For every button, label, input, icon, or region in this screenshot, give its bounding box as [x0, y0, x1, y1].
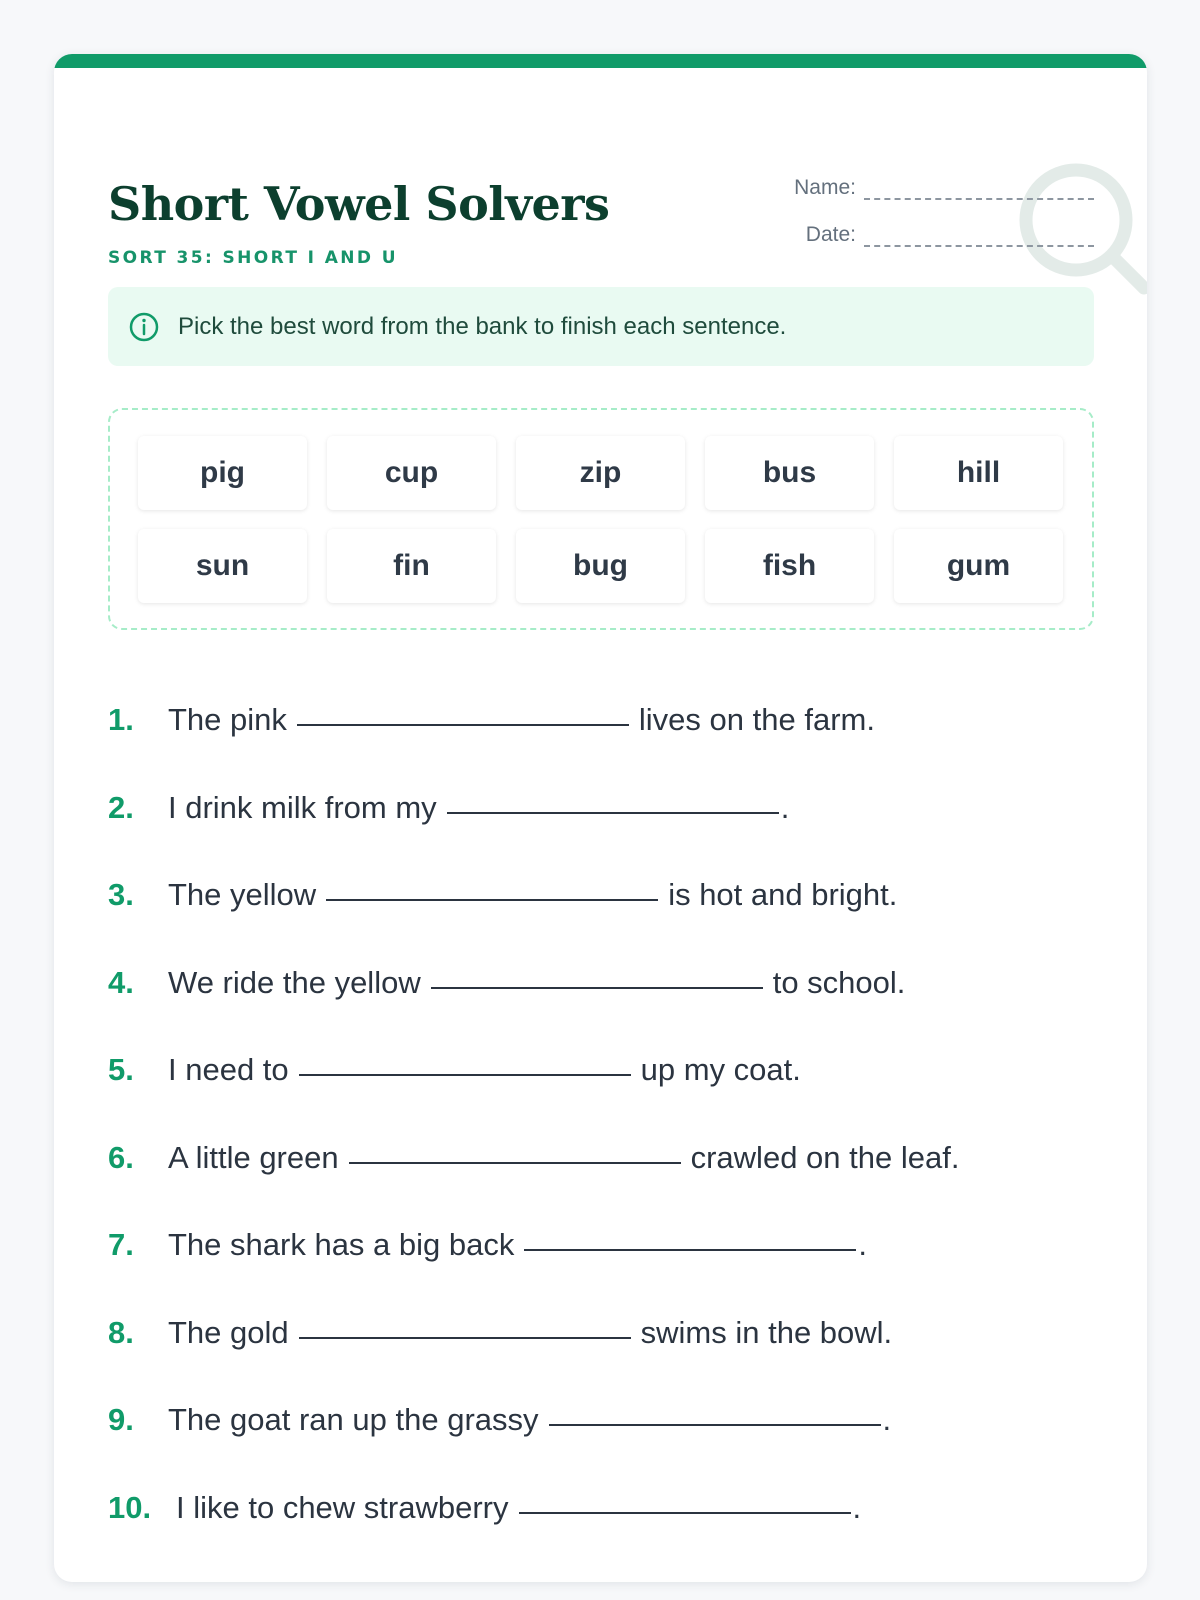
word-bank — [108, 408, 1094, 630]
question-number: 8. — [108, 1314, 134, 1350]
question-text-before: A little green — [168, 1139, 339, 1175]
question-text-after: . — [858, 1227, 867, 1262]
question-number: 10. — [108, 1489, 152, 1525]
word-tile[interactable]: bug — [516, 529, 685, 603]
question-number: 3. — [108, 877, 134, 912]
date-label: Date: — [805, 223, 856, 246]
question-number: 2. — [108, 789, 134, 825]
page-title: Short Vowel Solvers — [108, 177, 610, 231]
question-text-before: I like to chew strawberry — [176, 1489, 509, 1525]
question-text-after: lives on the farm. — [638, 702, 875, 737]
question-text-before: The pink — [168, 702, 287, 737]
name-field — [794, 176, 1094, 200]
word-tile[interactable]: bus — [705, 436, 874, 510]
answer-blank[interactable] — [297, 698, 629, 726]
card-accent-bar — [54, 54, 1147, 68]
question-text-after: is hot and bright. — [668, 877, 898, 912]
word-tile[interactable]: cup — [327, 436, 496, 510]
answer-blank[interactable] — [299, 1048, 631, 1076]
date-line[interactable] — [864, 231, 1094, 247]
answer-blank[interactable] — [524, 1223, 856, 1251]
instructions-text: Pick the best word from the bank to finish each sentence. — [178, 312, 787, 340]
question-number: 5. — [108, 1052, 134, 1087]
question-text-after: swims in the bowl. — [640, 1314, 893, 1350]
word-tile[interactable]: zip — [516, 436, 685, 510]
question-item — [108, 1486, 1108, 1574]
answer-blank[interactable] — [549, 1398, 881, 1426]
question-text-after: . — [852, 1489, 862, 1525]
word-tile[interactable]: fish — [705, 529, 874, 603]
answer-blank[interactable] — [349, 1136, 681, 1164]
word-tile[interactable]: gum — [894, 529, 1063, 603]
question-item — [108, 786, 1108, 874]
question-item — [108, 1048, 1108, 1136]
question-text-before: The shark has a big back — [168, 1227, 515, 1262]
question-item — [108, 873, 1108, 961]
question-number: 6. — [108, 1139, 134, 1175]
name-line[interactable] — [864, 184, 1094, 200]
question-item — [108, 1398, 1108, 1486]
date-field — [806, 223, 1094, 247]
question-item — [108, 698, 1108, 786]
word-bank-grid — [138, 436, 1063, 603]
word-tile[interactable]: fin — [327, 529, 496, 603]
question-text-before: The yellow — [168, 877, 317, 912]
page-subtitle: SORT 35: SHORT I AND U — [108, 248, 398, 268]
answer-blank[interactable] — [447, 786, 779, 814]
question-item — [108, 1223, 1108, 1311]
question-number: 7. — [108, 1227, 134, 1262]
question-item — [108, 961, 1108, 1049]
question-item — [108, 1311, 1108, 1399]
question-text-after: . — [882, 1402, 892, 1437]
question-text-before: I drink milk from my — [168, 789, 437, 825]
question-text-before: The goat ran up the grassy — [168, 1402, 539, 1437]
answer-blank[interactable] — [431, 961, 763, 989]
question-list — [108, 698, 1108, 1573]
answer-blank[interactable] — [299, 1311, 631, 1339]
question-number: 4. — [108, 964, 134, 1000]
worksheet-header — [108, 124, 1094, 300]
word-tile[interactable]: hill — [894, 436, 1063, 510]
word-tile[interactable]: pig — [138, 436, 307, 510]
word-tile[interactable]: sun — [138, 529, 307, 603]
question-text-after: to school. — [772, 964, 906, 1000]
question-text-after: up my coat. — [640, 1052, 801, 1087]
info-icon — [128, 311, 160, 343]
question-text-before: The gold — [168, 1314, 289, 1350]
question-number: 9. — [108, 1402, 134, 1437]
question-number: 1. — [108, 702, 134, 737]
question-item — [108, 1136, 1108, 1224]
worksheet-card — [54, 54, 1147, 1582]
name-label: Name: — [794, 176, 856, 199]
answer-blank[interactable] — [326, 873, 658, 901]
question-text-before: I need to — [168, 1052, 289, 1087]
answer-blank[interactable] — [519, 1486, 851, 1514]
question-text-after: . — [780, 789, 790, 825]
question-text-before: We ride the yellow — [168, 964, 421, 1000]
instructions-box — [108, 287, 1094, 366]
question-text-after: crawled on the leaf. — [690, 1139, 960, 1175]
